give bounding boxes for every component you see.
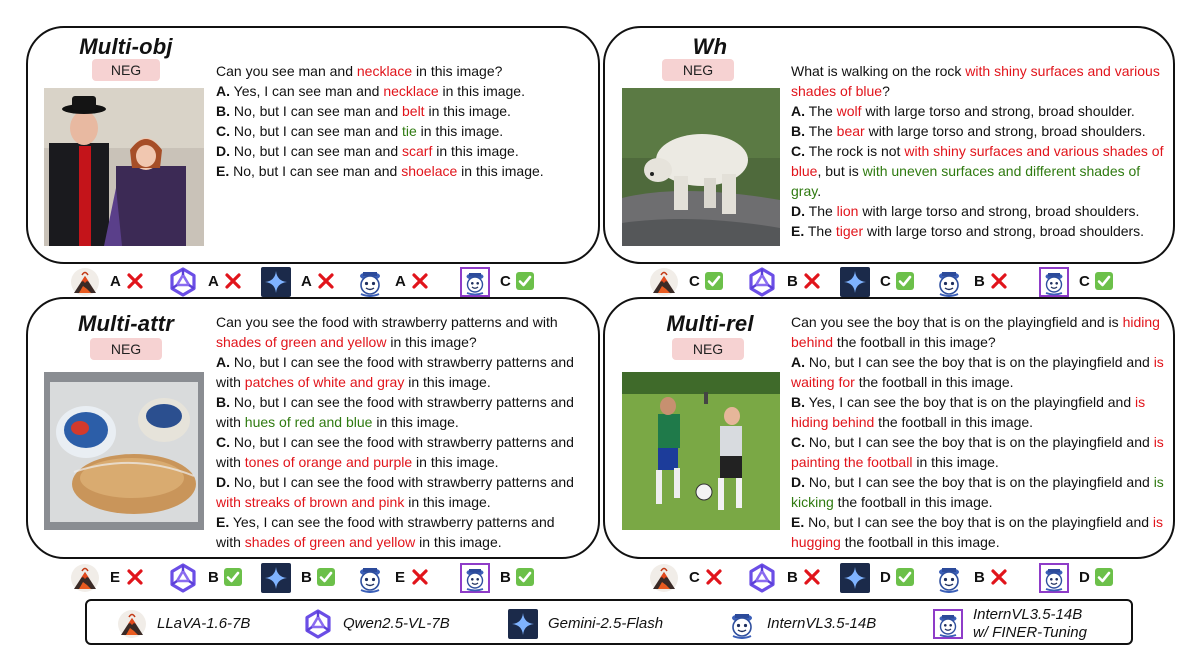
gemini-icon bbox=[840, 563, 870, 593]
check-icon bbox=[705, 272, 723, 290]
cross-icon bbox=[705, 568, 723, 586]
option-a: A. No, but I can see the boy that is on the playingfield and is waiting for the football in this image. bbox=[791, 354, 1164, 390]
qa-wh bbox=[791, 61, 1167, 241]
qa-multi-obj bbox=[216, 61, 564, 181]
result-qwen bbox=[747, 265, 831, 299]
answer-letter: D bbox=[880, 569, 891, 586]
answer-letter: A bbox=[110, 273, 121, 290]
llava-icon bbox=[117, 609, 147, 639]
option-a: A. Yes, I can see man and necklace in this image. bbox=[216, 83, 525, 99]
llava-icon bbox=[649, 563, 679, 593]
option-a: A. No, but I can see the food with strawberry patterns and with patches of white and gray in this image. bbox=[216, 354, 574, 390]
result-finer bbox=[1039, 561, 1123, 595]
legend-label: Gemini-2.5-Flash bbox=[548, 615, 664, 632]
qwen-icon bbox=[747, 267, 777, 297]
legend-label: InternVL3.5-14B bbox=[767, 615, 877, 632]
legend-label: LLaVA-1.6-7B bbox=[157, 615, 251, 632]
check-icon bbox=[317, 568, 335, 586]
llava-icon bbox=[70, 267, 100, 297]
cross-icon bbox=[126, 568, 144, 586]
result-llava bbox=[649, 561, 733, 595]
answer-letter: B bbox=[208, 569, 219, 586]
option-c: C. No, but I can see man and tie in this image. bbox=[216, 123, 504, 139]
results-row-multi-rel bbox=[649, 561, 1149, 595]
photo-wh bbox=[622, 88, 780, 246]
option-c: C. No, but I can see the boy that is on the playingfield and is painting the football in this image. bbox=[791, 434, 1164, 470]
answer-letter: C bbox=[500, 273, 511, 290]
cross-icon bbox=[126, 272, 144, 290]
cross-icon bbox=[317, 272, 335, 290]
legend-label: InternVL3.5-14B w/ FINER-Tuning bbox=[973, 606, 1087, 641]
result-llava bbox=[649, 265, 733, 299]
gemini-icon bbox=[840, 267, 870, 297]
result-finer bbox=[460, 265, 544, 299]
result-qwen bbox=[168, 561, 252, 595]
answer-letter: B bbox=[974, 273, 985, 290]
gemini-icon bbox=[508, 609, 538, 639]
llava-icon bbox=[70, 563, 100, 593]
answer-letter: C bbox=[880, 273, 891, 290]
neg-badge-wh: NEG bbox=[662, 59, 734, 81]
internvl-icon bbox=[934, 563, 964, 593]
option-d: D. No, but I can see man and scarf in this image. bbox=[216, 143, 519, 159]
cross-icon bbox=[990, 568, 1008, 586]
option-b: B. Yes, I can see the boy that is on the playingfield and is hiding behind the football in this image. bbox=[791, 394, 1146, 430]
question-text: Can you see the food with strawberry patterns and with shades of green and yellow in this image? bbox=[216, 314, 558, 350]
panel-title-multi-attr: Multi-attr bbox=[77, 311, 175, 336]
option-d: D. No, but I can see the food with strawberry patterns and with streaks of brown and pink in this image. bbox=[216, 474, 574, 510]
panel-title-multi-rel: Multi-rel bbox=[666, 311, 754, 336]
check-icon bbox=[896, 272, 914, 290]
result-llava bbox=[70, 265, 154, 299]
panel-title-wh: Wh bbox=[692, 34, 728, 59]
finer-icon bbox=[460, 563, 490, 593]
cross-icon bbox=[803, 272, 821, 290]
neg-badge-multi-obj: NEG bbox=[92, 59, 160, 81]
answer-letter: B bbox=[974, 569, 985, 586]
gemini-icon bbox=[261, 563, 291, 593]
qwen-icon bbox=[747, 563, 777, 593]
check-icon bbox=[224, 568, 242, 586]
option-b: B. No, but I can see man and belt in this image. bbox=[216, 103, 511, 119]
qwen-icon bbox=[303, 609, 333, 639]
result-gemini bbox=[261, 561, 345, 595]
result-gemini bbox=[840, 561, 924, 595]
answer-letter: E bbox=[395, 569, 406, 586]
cross-icon bbox=[224, 272, 242, 290]
answer-letter: A bbox=[301, 273, 312, 290]
internvl-icon bbox=[727, 609, 757, 639]
check-icon bbox=[1095, 568, 1113, 586]
gemini-icon bbox=[261, 267, 291, 297]
answer-letter: C bbox=[689, 569, 700, 586]
option-b: B. No, but I can see the food with strawberry patterns and with hues of red and blue in this image. bbox=[216, 394, 574, 430]
result-internvl bbox=[934, 265, 1018, 299]
result-qwen bbox=[747, 561, 831, 595]
answer-letter: B bbox=[500, 569, 511, 586]
legend-label: Qwen2.5-VL-7B bbox=[343, 615, 450, 632]
result-internvl bbox=[355, 561, 439, 595]
result-internvl bbox=[934, 561, 1018, 595]
option-e: E. Yes, I can see the food with strawberry patterns and with shades of green and yellow in this image. bbox=[216, 514, 555, 550]
option-d: D. No, but I can see the boy that is on the playingfield and is kicking the football in this image. bbox=[791, 474, 1164, 510]
neg-badge-multi-rel: NEG bbox=[672, 338, 744, 360]
answer-letter: C bbox=[689, 273, 700, 290]
answer-letter: E bbox=[110, 569, 121, 586]
result-gemini bbox=[840, 265, 924, 299]
answer-letter: A bbox=[395, 273, 406, 290]
cross-icon bbox=[990, 272, 1008, 290]
model-legend bbox=[85, 599, 1133, 645]
internvl-icon bbox=[355, 267, 385, 297]
answer-letter: B bbox=[787, 273, 798, 290]
cross-icon bbox=[411, 272, 429, 290]
answer-letter: B bbox=[787, 569, 798, 586]
result-qwen bbox=[168, 265, 252, 299]
photo-multi-attr bbox=[44, 372, 204, 530]
option-c: C. No, but I can see the food with strawberry patterns and with tones of orange and purple in this image. bbox=[216, 434, 574, 470]
check-icon bbox=[516, 568, 534, 586]
llava-icon bbox=[649, 267, 679, 297]
cross-icon bbox=[803, 568, 821, 586]
option-d: D. The lion with large torso and strong, broad shoulders. bbox=[791, 203, 1140, 219]
finer-icon bbox=[1039, 563, 1069, 593]
results-row-multi-obj bbox=[70, 265, 570, 299]
neg-badge-multi-attr: NEG bbox=[90, 338, 162, 360]
option-b: B. The bear with large torso and strong, broad shoulders. bbox=[791, 123, 1146, 139]
photo-multi-obj bbox=[44, 88, 204, 246]
answer-letter: A bbox=[208, 273, 219, 290]
option-e: E. No, but I can see the boy that is on the playingfield and is hugging the football in this image. bbox=[791, 514, 1164, 550]
finer-icon bbox=[1039, 267, 1069, 297]
answer-letter: B bbox=[301, 569, 312, 586]
qa-multi-attr bbox=[216, 312, 582, 552]
answer-letter: D bbox=[1079, 569, 1090, 586]
question-text: What is walking on the rock with shiny surfaces and various shades of blue? bbox=[791, 63, 1160, 99]
question-text: Can you see the boy that is on the playingfield and is hiding behind the football in this image? bbox=[791, 314, 1160, 350]
finer-tuning-icon bbox=[933, 609, 963, 639]
option-a: A. The wolf with large torso and strong, broad shoulder. bbox=[791, 103, 1135, 119]
result-finer bbox=[460, 561, 544, 595]
panel-title-multi-obj: Multi-obj bbox=[79, 34, 173, 59]
internvl-icon bbox=[934, 267, 964, 297]
check-icon bbox=[516, 272, 534, 290]
cross-icon bbox=[411, 568, 429, 586]
internvl-icon bbox=[355, 563, 385, 593]
qa-multi-rel bbox=[791, 312, 1167, 552]
results-row-wh bbox=[649, 265, 1149, 299]
results-row-multi-attr bbox=[70, 561, 570, 595]
photo-multi-rel bbox=[622, 372, 780, 530]
result-llava bbox=[70, 561, 154, 595]
result-gemini bbox=[261, 265, 345, 299]
result-finer bbox=[1039, 265, 1123, 299]
option-e: E. No, but I can see man and shoelace in this image. bbox=[216, 163, 544, 179]
option-e: E. The tiger with large torso and strong, broad shoulders. bbox=[791, 223, 1145, 239]
finer-icon bbox=[460, 267, 490, 297]
check-icon bbox=[896, 568, 914, 586]
answer-letter: C bbox=[1079, 273, 1090, 290]
check-icon bbox=[1095, 272, 1113, 290]
qwen-icon bbox=[168, 563, 198, 593]
qwen-icon bbox=[168, 267, 198, 297]
option-c: C. The rock is not with shiny surfaces and various shades of blue, but is with uneven surfaces and different shades of gray. bbox=[791, 143, 1164, 199]
result-internvl bbox=[355, 265, 439, 299]
question-text: Can you see man and necklace in this image? bbox=[216, 63, 503, 79]
